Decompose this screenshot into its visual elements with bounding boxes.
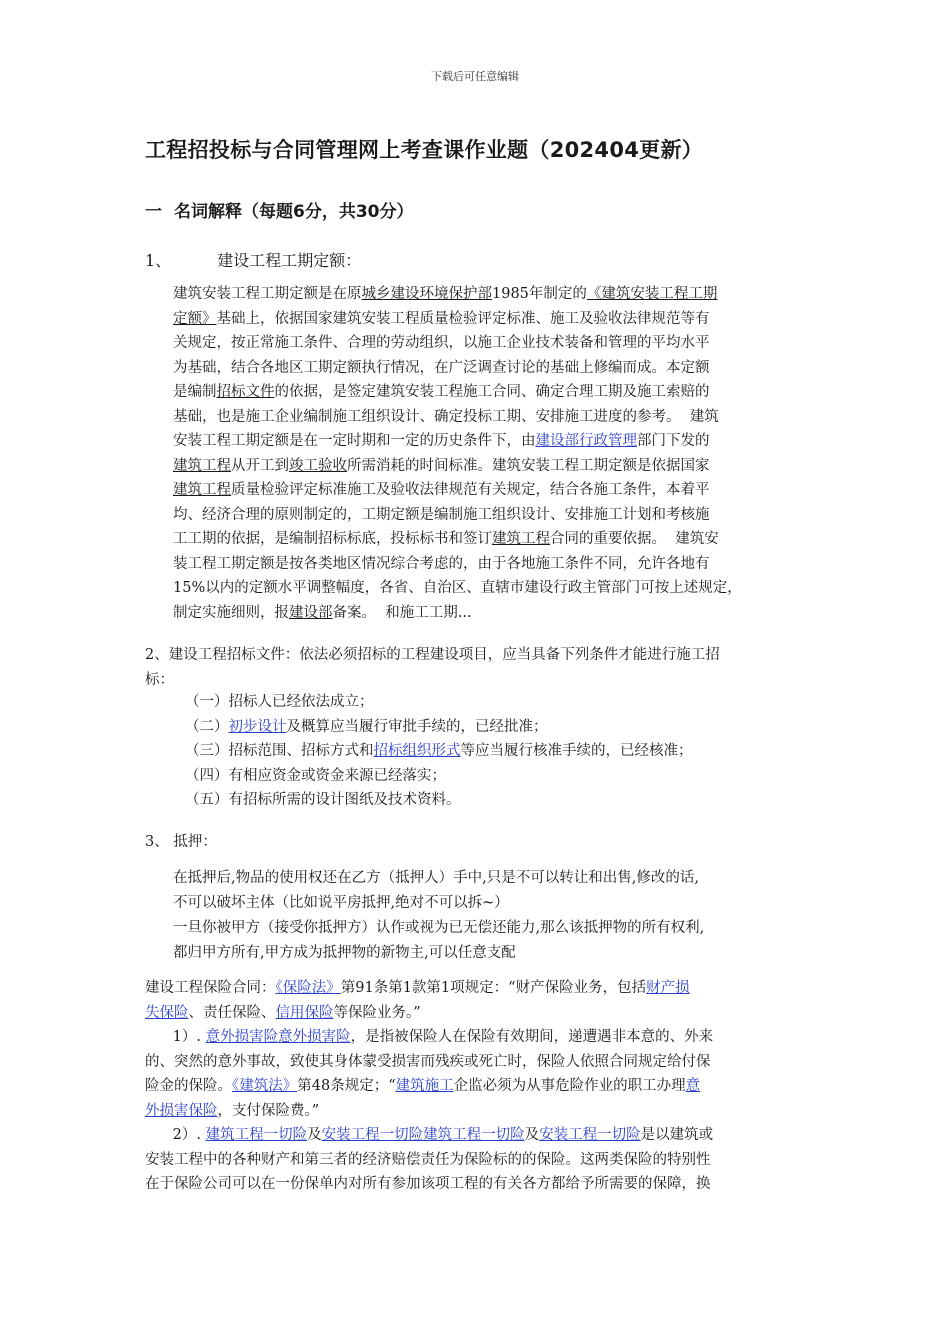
- underlined-term: 城乡建设环境保护部: [361, 286, 492, 302]
- text-run: 安装工程中的各种财产和第三者的经济赔偿责任为保险标的的保险。这两类保险的特别性: [145, 1151, 711, 1168]
- text-run: 1985年制定的: [492, 286, 587, 302]
- text-run: 合同的重要依据。 建筑安: [550, 531, 719, 547]
- text-run: 1）.: [145, 1029, 206, 1045]
- text-run: ，支付保险费。”: [217, 1102, 320, 1119]
- text-line: [173, 429, 813, 454]
- text-line: [185, 690, 693, 715]
- text-run: 基础上，依据国家建筑安装工程质量检验评定标准、施工及验收法律规范等有: [216, 310, 710, 327]
- text-line: [185, 739, 693, 764]
- text-run: 是以建筑或: [640, 1127, 714, 1143]
- text-run: 质量检验评定标准施工及验收法律规范有关规定，结合各施工条件，本着平: [231, 482, 710, 498]
- text-run: 都归甲方所有,甲方成为抵押物的新物主,可以任意支配: [173, 945, 516, 961]
- text-run: 均、经济合理的原则制定的，工期定额是编制施工组织设计、安排施工计划和考核施: [173, 506, 710, 523]
- text-run: 等保险业务。”: [333, 1004, 421, 1021]
- text-run: 备案。 和施工工期...: [332, 604, 472, 621]
- text-line: [173, 307, 813, 332]
- hyperlink[interactable]: 失保险: [145, 1004, 189, 1021]
- hyperlink[interactable]: 初步设计: [228, 718, 287, 735]
- item-2-conditions-list: [185, 690, 693, 813]
- text-line: [173, 552, 813, 577]
- text-run: 及: [307, 1127, 322, 1143]
- text-run: 在于保险公司可以在一份保单内对所有参加该项工程的有关各方都给予所需要的保障，换: [145, 1176, 711, 1192]
- text-line: [145, 643, 815, 668]
- text-line: [173, 527, 813, 552]
- hyperlink[interactable]: 建筑施工: [395, 1078, 454, 1094]
- text-run: 不可以破坏主体（比如说平房抵押,绝对不可以拆~）: [173, 895, 509, 911]
- hyperlink[interactable]: 《建筑法》: [232, 1078, 298, 1094]
- item-2-paragraph: [145, 643, 815, 692]
- text-run: 建筑安装工程工期定额是在原: [173, 286, 362, 302]
- hyperlink[interactable]: 信用保险: [275, 1004, 334, 1021]
- hyperlink[interactable]: 《保险法》: [275, 980, 341, 996]
- text-run: 工工期的依据，是编制招标标底，投标标书和签订: [173, 531, 492, 547]
- text-line: [185, 788, 693, 813]
- hyperlink[interactable]: 意: [685, 1078, 701, 1094]
- underlined-term: 招标文件: [216, 384, 275, 400]
- item-3-definition: [173, 866, 813, 966]
- item-1-definition: [173, 282, 813, 625]
- underlined-term: 建筑工程: [492, 531, 550, 547]
- text-run: ，是指被保险人在保险有效期间，递遭遇非本意的、外来: [350, 1029, 714, 1045]
- document-title: 工程招投标与合同管理网上考查课作业题（202404更新）: [145, 138, 704, 162]
- item-3-heading: 3、 抵押：: [145, 834, 217, 850]
- header-note: 下载后可任意编辑: [431, 70, 519, 83]
- hyperlink[interactable]: 招标组织形式: [373, 743, 461, 759]
- text-run: 第91条第1款第1项规定：“财产保险业务，包括: [340, 980, 647, 996]
- text-run: 及概算应当履行审批手续的，已经批准；: [286, 718, 548, 735]
- text-line: [173, 941, 813, 966]
- text-line: [173, 503, 813, 528]
- text-line: [173, 380, 813, 405]
- hyperlink[interactable]: 外损害保险: [145, 1102, 218, 1119]
- text-line: [173, 405, 813, 430]
- section-heading-one: [145, 197, 414, 222]
- underlined-term: 建设部: [289, 604, 333, 621]
- text-line: [185, 764, 693, 789]
- text-run: 险金的保险。: [145, 1078, 232, 1094]
- text-line: [145, 1148, 815, 1173]
- text-run: 的依据，是签定建筑安装工程施工合同、确定合理工期及施工索赔的: [274, 384, 710, 400]
- text-run: 2、建设工程招标文件：依法必须招标的工程建设项目，应当具备下列条件才能进行施工招: [145, 647, 720, 663]
- text-run: （三）招标范围、招标方式和: [185, 743, 374, 759]
- text-run: 装工程工期定额是按各类地区情况综合考虑的，由于各地施工条件不同，允许各地有: [173, 555, 710, 572]
- text-line: [145, 668, 815, 693]
- underlined-term: 《建筑安装工程工期: [586, 286, 718, 302]
- text-line: [173, 331, 813, 356]
- text-run: 基础，也是施工企业编制施工组织设计、确定投标工期、安排施工进度的参考。 建筑: [173, 408, 719, 425]
- text-run: 第48条规定；“: [297, 1078, 396, 1094]
- item-1-heading: [145, 248, 361, 271]
- text-run: 企监必须为从事危险作业的职工办理: [453, 1078, 686, 1094]
- text-run: 部门下发的: [637, 433, 710, 449]
- item-1-number: 1、: [145, 251, 172, 270]
- text-line: [173, 282, 813, 307]
- text-run: 在抵押后,物品的使用权还在乙方（抵押人）手中,只是不可以转让和出售,修改的话,: [173, 870, 699, 886]
- text-run: （二）: [185, 718, 229, 735]
- text-line: [145, 976, 815, 1001]
- text-line: [185, 715, 693, 740]
- item-1-term: 建设工程工期定额：: [217, 251, 362, 270]
- text-run: （五）有招标所需的设计图纸及技术资料。: [185, 792, 461, 808]
- hyperlink[interactable]: 安装工程一切险: [539, 1127, 641, 1143]
- text-line: [173, 916, 813, 941]
- text-run: （一）招标人已经依法成立；: [185, 694, 374, 710]
- text-run: 标：: [145, 671, 174, 688]
- text-run: 为基础，结合各地区工期定额执行情况，在广泛调查讨论的基础上修编而成。本定额: [173, 359, 710, 376]
- text-run: 等应当履行核准手续的，已经核准；: [460, 743, 693, 759]
- text-run: 、责任保险、: [188, 1004, 276, 1021]
- text-run: 建设工程保险合同：: [145, 980, 276, 996]
- underlined-term: 竣工验收: [289, 457, 347, 474]
- text-line: [173, 454, 813, 479]
- text-run: 制定实施细则，报: [173, 604, 289, 621]
- underlined-term: 定额》: [173, 310, 217, 327]
- text-line: [145, 1001, 815, 1026]
- underlined-term: 建筑工程: [173, 457, 231, 474]
- insurance-contract-paragraph: [145, 976, 815, 1197]
- text-line: [173, 576, 813, 601]
- text-run: 是编制: [173, 384, 217, 400]
- text-line: [173, 478, 813, 503]
- text-run: 一旦你被甲方（接受你抵押方）认作或视为已无偿还能力,那么该抵押物的所有权利,: [173, 920, 705, 936]
- text-line: [145, 1123, 815, 1148]
- text-line: [145, 1099, 815, 1124]
- hyperlink[interactable]: 建筑工程一切险: [205, 1127, 308, 1143]
- text-line: [145, 1172, 815, 1197]
- hyperlink[interactable]: 意外损害险意外损害险: [205, 1029, 351, 1045]
- text-run: 安装工程工期定额是在一定时期和一定的历史条件下，由: [173, 433, 536, 449]
- hyperlink[interactable]: 建设部行政管理: [535, 433, 637, 449]
- section-label: 名词解释（每题6分，共30分）: [174, 202, 414, 222]
- hyperlink[interactable]: 财产损: [646, 980, 690, 996]
- text-run: （四）有相应资金或资金来源已经落实；: [185, 767, 446, 784]
- hyperlink[interactable]: 安装工程一切险建筑工程一切险: [321, 1127, 525, 1143]
- text-line: [145, 1025, 815, 1050]
- text-run: 及: [524, 1127, 540, 1143]
- underlined-term: 建筑工程: [173, 482, 231, 498]
- text-run: 所需消耗的时间标准。建筑安装工程工期定额是依据国家: [347, 457, 710, 474]
- text-run: 2）.: [145, 1127, 206, 1143]
- text-run: 从开工到: [231, 457, 289, 474]
- text-line: [173, 601, 813, 626]
- text-run: 15%以内的定额水平调整幅度，各省、自治区、直辖市建设行政主管部门可按上述规定，: [173, 580, 742, 596]
- section-number: 一: [145, 202, 162, 222]
- text-line: [173, 891, 813, 916]
- text-run: 的、突然的意外事故，致使其身体蒙受损害而残疾或死亡时，保险人依照合同规定给付保: [145, 1053, 711, 1070]
- text-line: [173, 356, 813, 381]
- text-run: 关规定，按正常施工条件、合理的劳动组织，以施工企业技术装备和管理的平均水平: [173, 335, 710, 351]
- text-line: [173, 866, 813, 891]
- text-line: [145, 1074, 815, 1099]
- text-line: [145, 1050, 815, 1075]
